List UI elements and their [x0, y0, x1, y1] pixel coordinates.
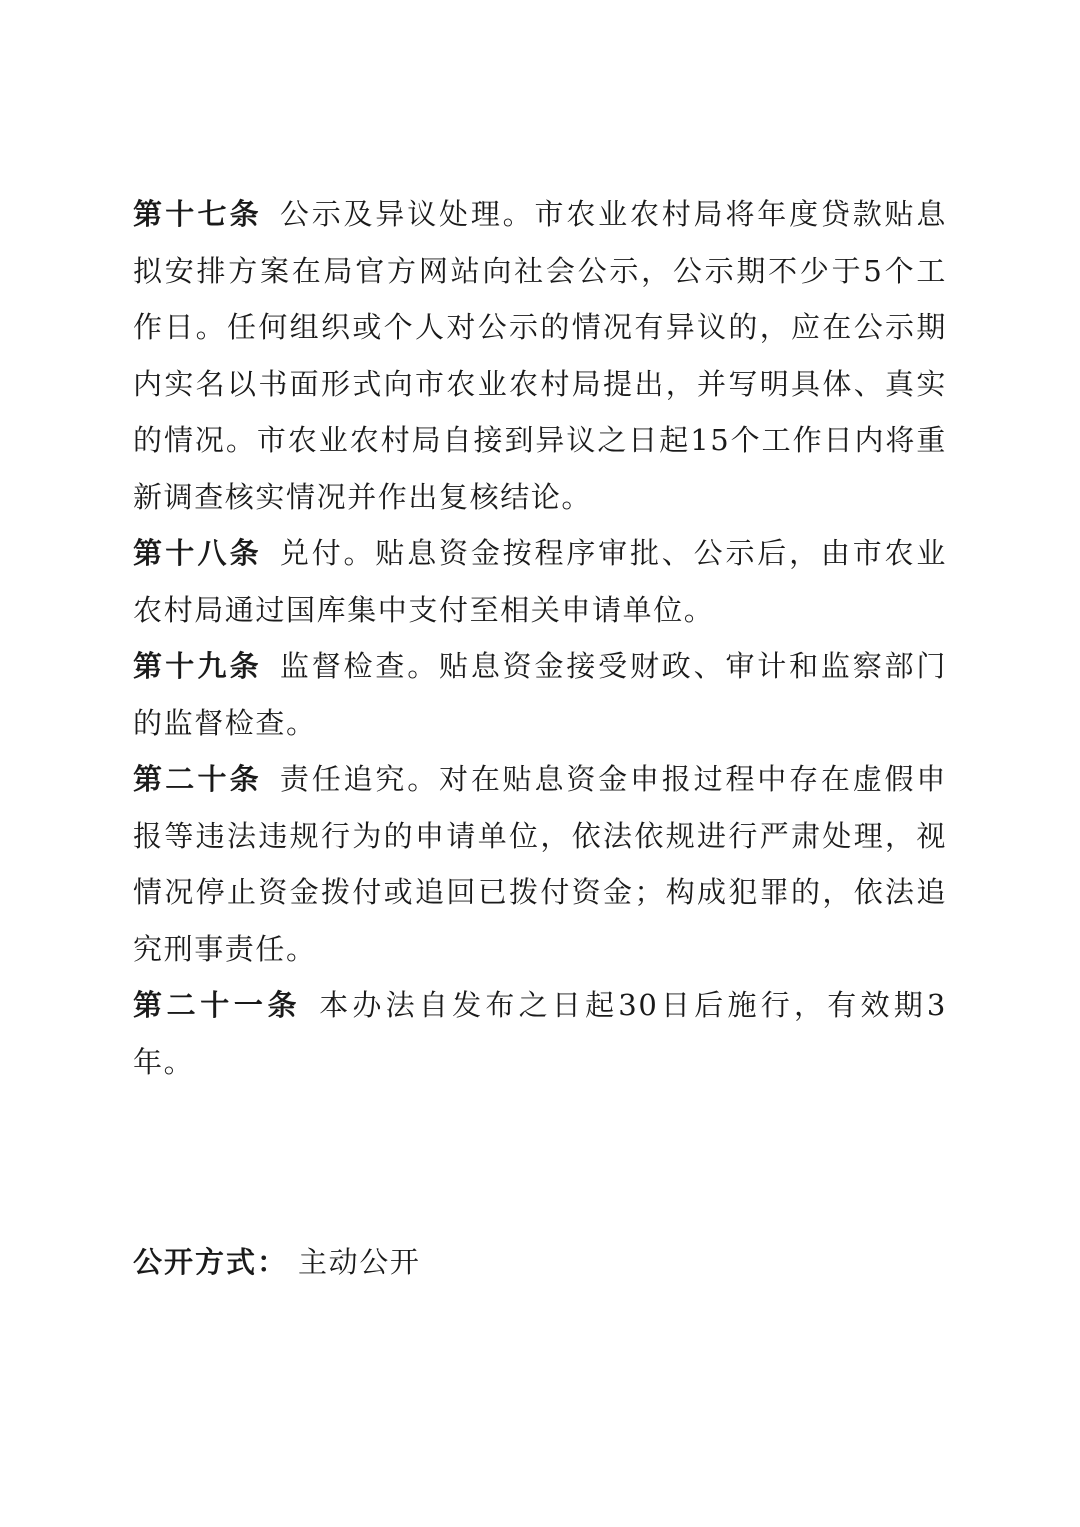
article-text: 兑付。贴息资金按程序审批、公示后，由市农业农村局通过国库集中支付至相关申请单位。	[133, 536, 947, 627]
article-text: 本办法自发布之日起30日后施行，有效期3年。	[133, 988, 947, 1079]
article-17	[133, 186, 947, 525]
article-text: 公示及异议处理。市农业农村局将年度贷款贴息拟安排方案在局官方网站向社会公示，公示期不少于5个工作日。任何组织或个人对公示的情况有异议的，应在公示期内实名以书面形式向市农业农村局提出，并写明具体、真实的情况。市农业农村局自接到异议之日起15个工作日内将重新调查核实情况并作出复核结论。	[133, 197, 947, 514]
disclosure-label: 公开方式：	[133, 1245, 289, 1279]
article-19	[133, 638, 947, 751]
article-heading: 第十七条	[133, 197, 262, 231]
article-text: 责任追究。对在贴息资金申报过程中存在虚假申报等违法违规行为的申请单位，依法依规进行严肃处理，视情况停止资金拨付或追回已拨付资金；构成犯罪的，依法追究刑事责任。	[133, 762, 947, 966]
article-18	[133, 525, 947, 638]
disclosure-line	[133, 1242, 420, 1282]
article-heading: 第十八条	[133, 536, 262, 570]
document-body	[133, 186, 947, 1090]
article-heading: 第十九条	[133, 649, 262, 683]
article-heading: 第二十条	[133, 762, 262, 796]
article-text: 监督检查。贴息资金接受财政、审计和监察部门的监督检查。	[133, 649, 947, 740]
article-20	[133, 751, 947, 977]
article-21	[133, 977, 947, 1090]
article-heading: 第二十一条	[133, 988, 302, 1022]
disclosure-value: 主动公开	[298, 1245, 421, 1279]
